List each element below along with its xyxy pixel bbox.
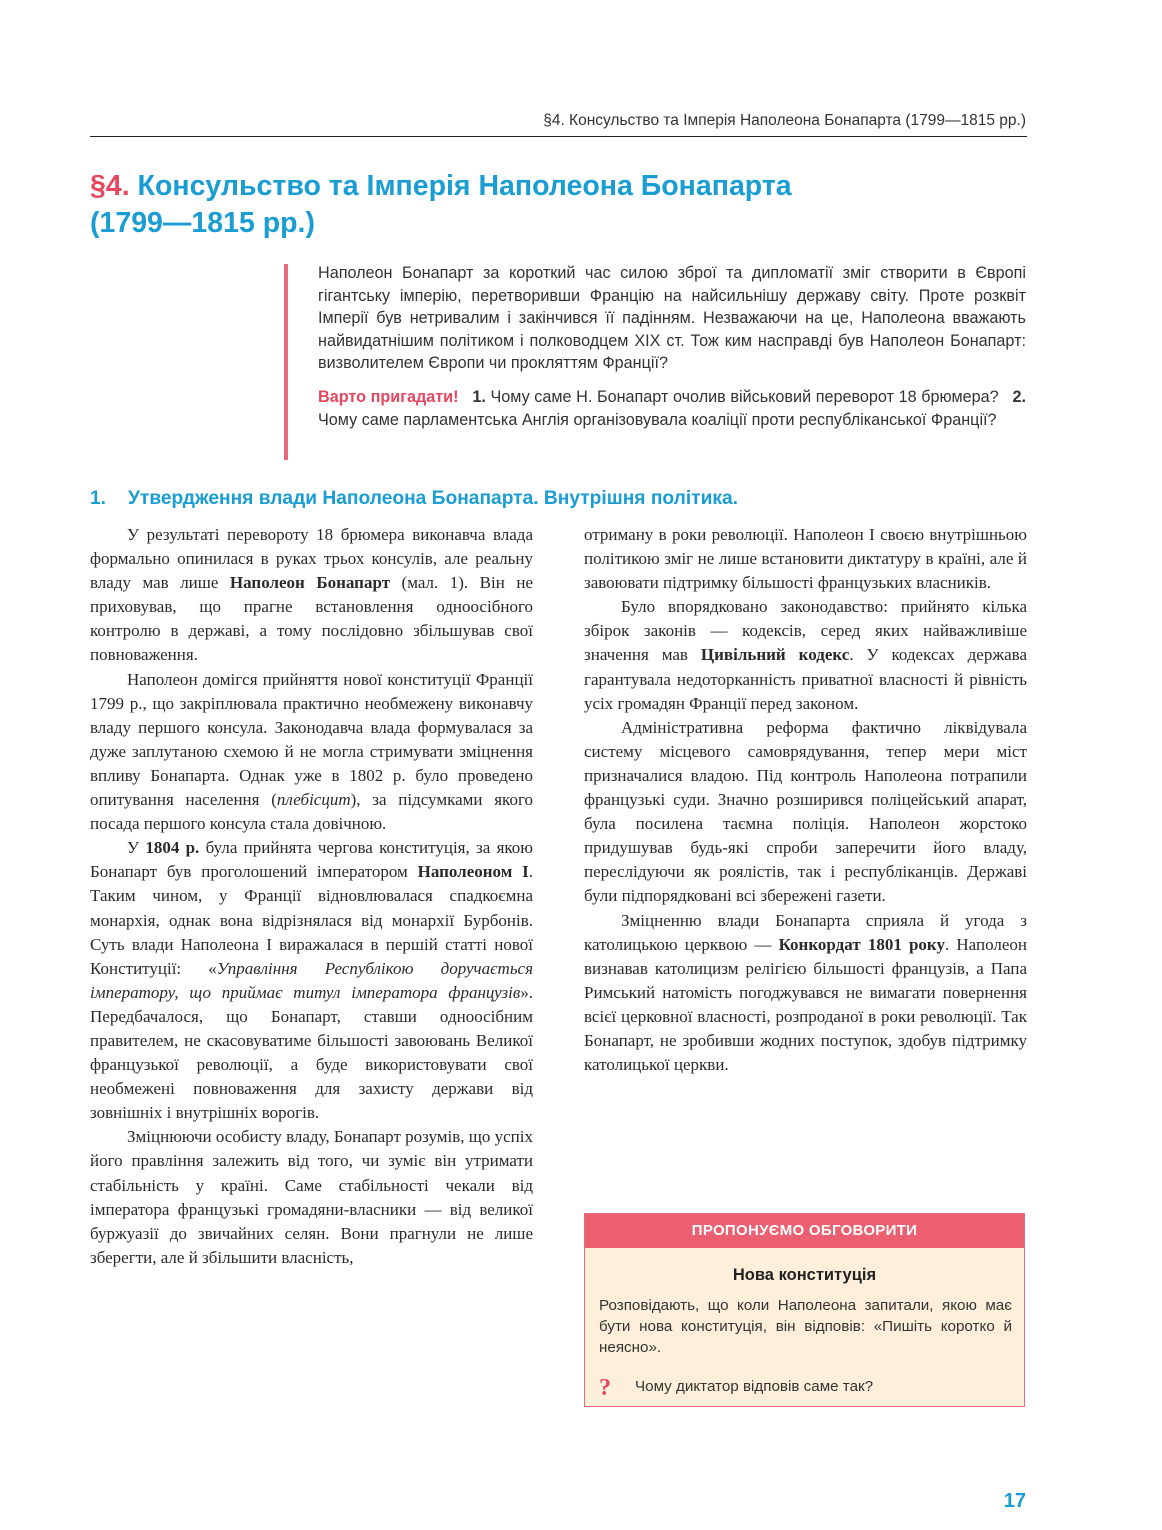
paragraph-symbol: §4. (90, 170, 130, 202)
italic-plebiscite: плебісцит (276, 790, 351, 810)
running-head: §4. Консульство та Імперія Наполеона Бонапарта (1799—1815 рр.) (543, 112, 1026, 129)
discussion-text: Розповідають, що коли Наполеона запитали, якою має бути нова конституція, він відповів: «Пишіть коротко й неясно». (599, 1297, 1012, 1356)
bold-civil-code: Цивільний кодекс (700, 645, 850, 665)
bold-napoleon-i: Наполеоном I (417, 862, 529, 882)
left-column (90, 523, 533, 1270)
section-number: 1. (90, 488, 107, 509)
right-paragraph-1: Було впорядковано законодавство: прийнято кілька збірок законів — кодексів, серед яких найважливіше значення мав Цивільний кодекс. У кодексах держава гарантувала недоторканність приватної власності й рівність усіх громадян Франції перед законом. (584, 597, 1027, 713)
discussion-box (584, 1213, 1025, 1407)
intro-block (318, 262, 1026, 431)
left-paragraph-1: У результаті перевороту 18 брюмера виконавча влада формально опинилася в руках трьох консулів, але реальну владу мав лише Наполеон Бонапарт (мал. 1). Він не приховував, що прагне встановлення одноосібного контролю в державі, а тому послідовно збільшував свої повноваження. (90, 525, 533, 665)
recall-block (318, 386, 1026, 431)
right-column (584, 523, 1027, 1077)
recall-q2: Чому саме парламентська Англія організовувала коаліції проти республіканської Франції? (318, 410, 997, 429)
bold-concordat: Конкордат 1801 року (778, 934, 945, 954)
discussion-title: Нова конституція (732, 1266, 877, 1284)
recall-q2-number: 2. (1012, 387, 1026, 406)
section-title: Утвердження влади Наполеона Бонапарта. Внутрішня політика. (128, 488, 738, 509)
header-rule (90, 136, 1027, 137)
section-heading (90, 488, 1026, 510)
page-title (90, 168, 990, 242)
right-paragraph-2: Адміністративна реформа фактично ліквідувала систему місцевого самоврядування, тепер мери міст призначалися владою. Під контроль Наполеона потрапили французькі суди. Значно розширився поліцейський апарат, була посилена таємна поліція. Наполеон жорстоко придушував будь-які спроби заперечити його владу, переслідуючи як роялістів, так і республіканців. Державі були підпорядковані всі збережені газети. (584, 717, 1027, 906)
right-paragraph-3: Зміцненню влади Бонапарта сприяла й угода з католицькою церквою — Конкордат 1801 року. Наполеон визнавав католицизм релігією більшості французів, а Папа Римський натомість погоджувався не вимагати повернення всієї церковної власності, розпроданої в роки революції. Так Бонапарт, не зробивши жодних поступок, здобув підтримку католицької церкви. (584, 910, 1027, 1075)
discussion-question-text: Чому диктатор відповів саме так? (635, 1378, 874, 1395)
question-mark-icon: ? (599, 1375, 611, 1401)
page-number: 17 (1003, 1490, 1026, 1512)
italic-constitution-quote: Управління Республікою доручається імператору, що приймає титул імператора французів (90, 958, 533, 1002)
left-paragraph-4: Зміцнюючи особисту владу, Бонапарт розумів, що успіх його правління залежить від того, чи зуміє він утримати стабільність у країні. Саме стабільності чекали від імператора французькі громадяни-власники — від великої буржуазії до звичайних селян. Вони прагнули не лише зберегти, але й збільшити власність, (90, 1127, 533, 1267)
recall-label: Варто пригадати! (318, 387, 459, 406)
bold-napoleon: Наполеон Бонапарт (229, 573, 391, 593)
left-paragraph-3: У 1804 р. була прийнята чергова конституція, за якою Бонапарт був проголошений імператором Наполеоном I. Таким чином, у Франції відновлювалася спадкоємна монархія, однак вона відрізнялася від монархії Бурбонів. Суть влади Наполеона I виражалася в першій статті нової Конституції: «Управління Республікою доручається імператору, що приймає титул імператора французів». Передбачалося, що Бонапарт, ставши одноосібним правителем, не скасовуватиме більшості завоювань Великої французької революції, а буде використовувати свої необмежені повноваження для захисту держави від зовнішніх і внутрішніх ворогів. (90, 838, 533, 1123)
title-line-1: Консульство та Імперія Наполеона Бонапарта (137, 170, 792, 202)
recall-q1-number: 1. (472, 387, 486, 406)
right-paragraph-0: отриману в роки революції. Наполеон I своєю внутрішньою політикою зміг не лише встановити диктатуру в країні, але й завоювати підтримку більшості французьких власників. (584, 525, 1027, 593)
recall-q1: Чому саме Н. Бонапарт очолив військовий переворот 18 брюмера? (485, 387, 999, 406)
intro-accent-bar (284, 264, 288, 460)
discussion-header: ПРОПОНУЄМО ОБГОВОРИТИ (585, 1214, 1024, 1248)
bold-1804: 1804 р. (145, 838, 200, 858)
intro-text: Наполеон Бонапарт за короткий час силою зброї та дипломатії зміг створити в Європі гігантську імперію, перетворивши Францію на найсильнішу державу світу. Проте розквіт Імперії був нетривалим і закінчився її падінням. Незважаючи на це, Наполеона вважають найвидатнішим політиком і полководцем XIX ст. Тож ким насправді був Наполеон Бонапарт: визволителем Європи чи прокляттям Франції? (318, 264, 1026, 373)
title-line-2: (1799—1815 рр.) (90, 207, 315, 239)
left-paragraph-2: Наполеон домігся прийняття нової конституції Франції 1799 р., що закріплювала практично необмежену виконавчу владу першого консула. Законодавча влада формувалася за дуже заплутаною схемою й не могла стримувати зміцнення впливу Бонапарта. Однак уже в 1802 р. було проведено опитування населення (плебісцит), за підсумками якого посада першого консула стала довічною. (90, 669, 533, 834)
discussion-question (599, 1375, 874, 1401)
